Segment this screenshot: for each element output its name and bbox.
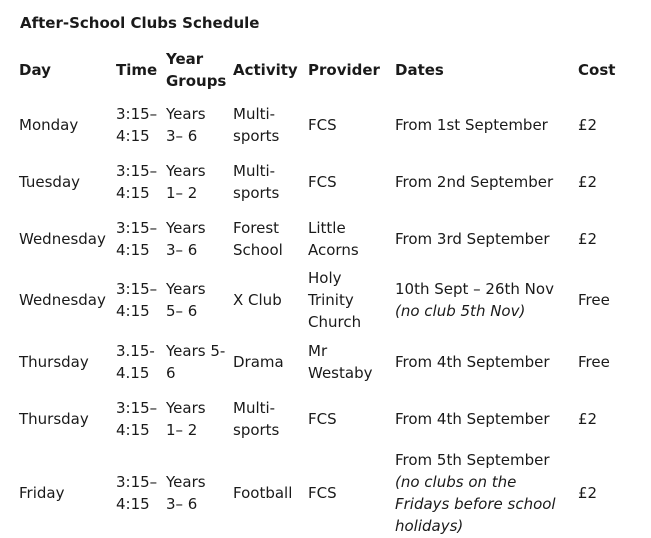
- cell-cost: £2: [578, 483, 598, 502]
- cell-provider: Holy Trinity Church: [308, 269, 362, 331]
- dates-text: From 2nd September: [395, 172, 554, 191]
- dates-text: From 5th September: [395, 450, 550, 469]
- cell-year-groups: Years 3– 6: [166, 472, 206, 513]
- cell-provider: Little Acorns: [308, 218, 359, 259]
- table-row: [16, 447, 636, 538]
- dates-text: 10th Sept – 26th Nov: [395, 280, 554, 298]
- cell-time: 3:15– 4:15: [116, 218, 158, 259]
- cell-time: 3:15– 4:15: [116, 280, 158, 320]
- cell-year-groups: Years 5– 6: [166, 280, 206, 320]
- dates-note: (no clubs on the Fridays before school holidays): [395, 472, 556, 535]
- cell-provider: FCS: [308, 115, 337, 134]
- cell-activity: Multi- sports: [233, 161, 280, 202]
- cell-cost: Free: [578, 291, 610, 309]
- cell-day: Friday: [19, 483, 65, 502]
- cell-activity: X Club: [233, 291, 282, 309]
- cell-provider: Mr Westaby: [308, 341, 373, 382]
- cell-activity: Drama: [233, 352, 284, 371]
- cell-dates: [392, 390, 575, 447]
- cell-dates: [392, 153, 575, 210]
- header-provider: Provider: [308, 61, 380, 79]
- cell-dates: [392, 96, 575, 153]
- header-cost: Cost: [578, 61, 616, 79]
- table-row: [16, 333, 636, 390]
- cell-activity: Multi- sports: [233, 398, 280, 439]
- cell-cost: £2: [578, 172, 598, 191]
- dates-text: From 1st September: [395, 115, 548, 134]
- table-row: [16, 153, 636, 210]
- dates-text: From 4th September: [395, 352, 550, 371]
- cell-year-groups: Years 5- 6: [166, 341, 226, 382]
- cell-activity: Forest School: [233, 218, 283, 259]
- cell-time: 3.15- 4.15: [116, 341, 155, 382]
- cell-dates: [392, 333, 575, 390]
- cell-day: Wednesday: [19, 229, 106, 248]
- cell-cost: £2: [578, 115, 598, 134]
- cell-activity: Football: [233, 483, 293, 502]
- header-time: Time: [116, 61, 158, 79]
- header-year-groups: Year Groups: [166, 50, 227, 90]
- dates-text: From 4th September: [395, 409, 550, 428]
- table-row: [16, 390, 636, 447]
- cell-year-groups: Years 3– 6: [166, 218, 206, 259]
- dates-text: From 3rd September: [395, 229, 550, 248]
- table-header-row: [16, 44, 636, 96]
- cell-day: Wednesday: [19, 291, 106, 309]
- cell-time: 3:15– 4:15: [116, 104, 158, 145]
- cell-dates: [392, 447, 575, 538]
- table-row: [16, 267, 636, 333]
- cell-dates: [392, 267, 575, 333]
- cell-cost: £2: [578, 229, 598, 248]
- page-title: After-School Clubs Schedule: [20, 14, 260, 32]
- cell-cost: Free: [578, 352, 610, 371]
- dates-note: (no club 5th Nov): [395, 302, 526, 320]
- cell-provider: FCS: [308, 483, 337, 502]
- cell-day: Thursday: [19, 352, 89, 371]
- header-activity: Activity: [233, 61, 298, 79]
- clubs-schedule-table: [16, 44, 636, 538]
- table-row: [16, 210, 636, 267]
- cell-time: 3:15– 4:15: [116, 161, 158, 202]
- cell-day: Thursday: [19, 409, 89, 428]
- cell-day: Monday: [19, 115, 79, 134]
- cell-year-groups: Years 3– 6: [166, 104, 206, 145]
- cell-cost: £2: [578, 409, 598, 428]
- table-row: [16, 96, 636, 153]
- cell-time: 3:15– 4:15: [116, 398, 158, 439]
- header-day: Day: [19, 61, 51, 79]
- cell-time: 3:15– 4:15: [116, 472, 158, 513]
- cell-year-groups: Years 1– 2: [166, 161, 206, 202]
- cell-provider: FCS: [308, 172, 337, 191]
- cell-day: Tuesday: [19, 172, 81, 191]
- cell-provider: FCS: [308, 409, 337, 428]
- cell-activity: Multi- sports: [233, 104, 280, 145]
- header-dates: Dates: [395, 61, 444, 79]
- cell-dates: [392, 210, 575, 267]
- cell-year-groups: Years 1– 2: [166, 398, 206, 439]
